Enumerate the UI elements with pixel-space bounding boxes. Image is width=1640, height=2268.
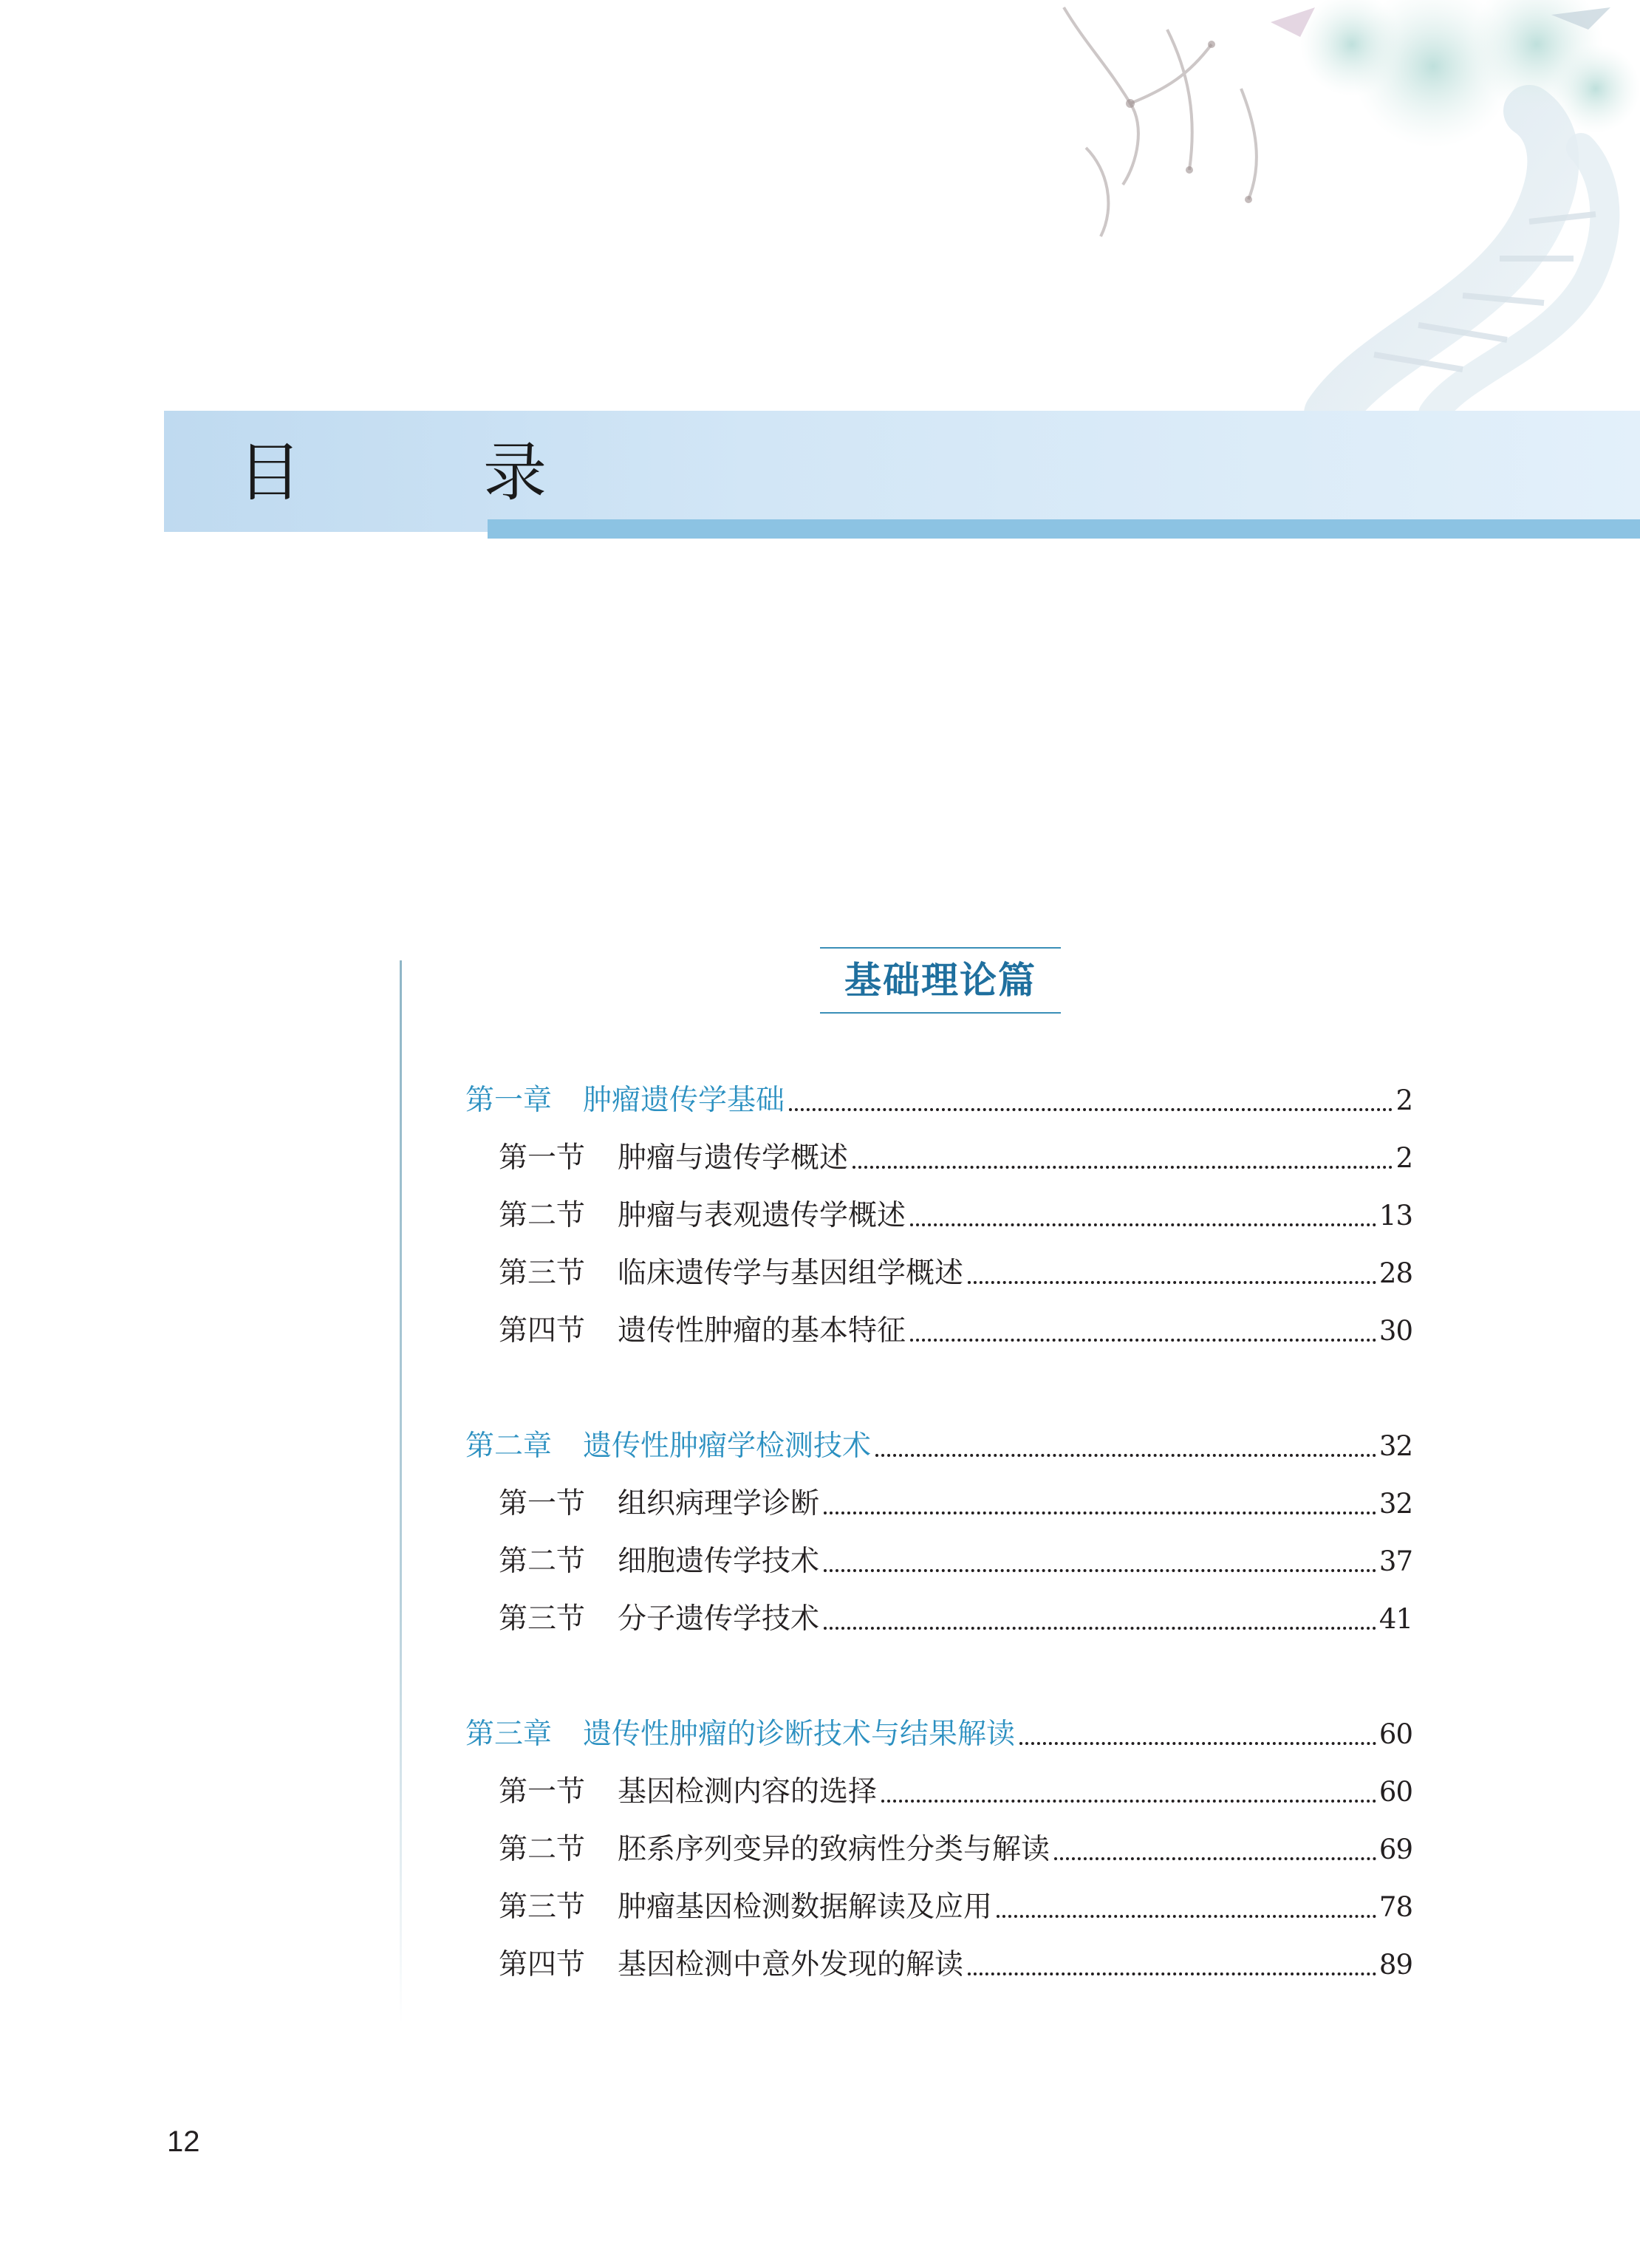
title-banner-underline (488, 519, 1640, 539)
toc-title: 遗传性肿瘤的基本特征 (618, 1314, 906, 1348)
toc-number: 第一节 (499, 1775, 586, 1808)
toc-title: 分子遗传学技术 (618, 1602, 820, 1636)
dot-leader (875, 1454, 1376, 1457)
toc-section[interactable] (499, 1309, 1412, 1353)
toc-page: 69 (1378, 1834, 1412, 1865)
toc-title: 基因检测内容的选择 (618, 1775, 878, 1808)
toc-number: 第二章 (465, 1430, 553, 1463)
toc-section[interactable] (499, 1194, 1412, 1238)
dot-leader (910, 1223, 1376, 1226)
page-title: 目 录 (238, 436, 606, 510)
toc-number: 第一节 (499, 1487, 586, 1520)
toc-section[interactable] (499, 1770, 1412, 1814)
toc-number: 第二节 (499, 1833, 586, 1866)
toc-section[interactable] (499, 1885, 1412, 1930)
toc-page: 37 (1378, 1545, 1412, 1577)
toc-title: 遗传性肿瘤的诊断技术与结果解读 (583, 1718, 1016, 1751)
toc-title: 基因检测中意外发现的解读 (618, 1948, 964, 1981)
toc-title: 遗传性肿瘤学检测技术 (583, 1430, 872, 1463)
toc-page: 60 (1378, 1776, 1412, 1808)
toc-page: 30 (1378, 1315, 1412, 1347)
dot-leader (881, 1800, 1376, 1803)
toc-chapter-2[interactable] (465, 1424, 1412, 1469)
toc-page: 41 (1378, 1603, 1412, 1635)
toc-page: 32 (1378, 1488, 1412, 1520)
toc-page: 78 (1378, 1891, 1412, 1923)
toc-title: 肿瘤与遗传学概述 (618, 1141, 849, 1175)
dot-leader (997, 1915, 1376, 1918)
dot-leader (824, 1512, 1376, 1514)
toc-number: 第三节 (499, 1890, 586, 1924)
toc-page: 2 (1395, 1142, 1412, 1174)
dot-leader (789, 1108, 1393, 1111)
dot-leader (824, 1627, 1376, 1630)
dot-leader (824, 1569, 1376, 1572)
toc-section[interactable] (499, 1251, 1412, 1296)
toc-number: 第三章 (465, 1718, 553, 1751)
toc-number: 第四节 (499, 1314, 586, 1348)
toc-section[interactable] (499, 1482, 1412, 1526)
toc-number: 第二节 (499, 1545, 586, 1578)
toc-title: 胚系序列变异的致病性分类与解读 (618, 1833, 1050, 1866)
toc-chapter-3[interactable] (465, 1712, 1412, 1757)
dot-leader (853, 1166, 1393, 1169)
toc-page: 2 (1395, 1085, 1412, 1116)
toc-chapter-1[interactable] (465, 1079, 1412, 1123)
toc-section[interactable] (499, 1943, 1412, 1987)
toc-page: 60 (1378, 1718, 1412, 1750)
toc-title: 组织病理学诊断 (618, 1487, 820, 1520)
dot-leader (968, 1972, 1376, 1975)
toc-title: 细胞遗传学技术 (618, 1545, 820, 1578)
toc-number: 第二节 (499, 1199, 586, 1232)
toc-page: 89 (1378, 1949, 1412, 1981)
dot-leader (1054, 1857, 1376, 1860)
toc-page: 32 (1378, 1430, 1412, 1462)
toc-number: 第三节 (499, 1602, 586, 1636)
toc-number: 第一节 (499, 1141, 586, 1175)
toc-page: 13 (1378, 1200, 1412, 1232)
toc-number: 第四节 (499, 1948, 586, 1981)
dna-illustration-icon (1019, 0, 1640, 414)
toc-page: 28 (1378, 1257, 1412, 1289)
toc-title: 肿瘤与表观遗传学概述 (618, 1199, 906, 1232)
page-number: 12 (167, 2125, 200, 2158)
toc-number: 第一章 (465, 1084, 553, 1117)
left-divider (400, 960, 402, 2024)
toc-title: 临床遗传学与基因组学概述 (618, 1257, 964, 1290)
dot-leader (910, 1339, 1376, 1342)
toc-number: 第三节 (499, 1257, 586, 1290)
toc-section[interactable] (499, 1540, 1412, 1584)
dot-leader (1019, 1742, 1376, 1745)
part-heading: 基础理论篇 (820, 947, 1061, 1014)
toc-title: 肿瘤遗传学基础 (583, 1084, 785, 1117)
toc-section[interactable] (499, 1597, 1412, 1642)
toc-title: 肿瘤基因检测数据解读及应用 (618, 1890, 993, 1924)
dot-leader (968, 1281, 1376, 1284)
toc-section[interactable] (499, 1828, 1412, 1872)
toc-section[interactable] (499, 1136, 1412, 1181)
